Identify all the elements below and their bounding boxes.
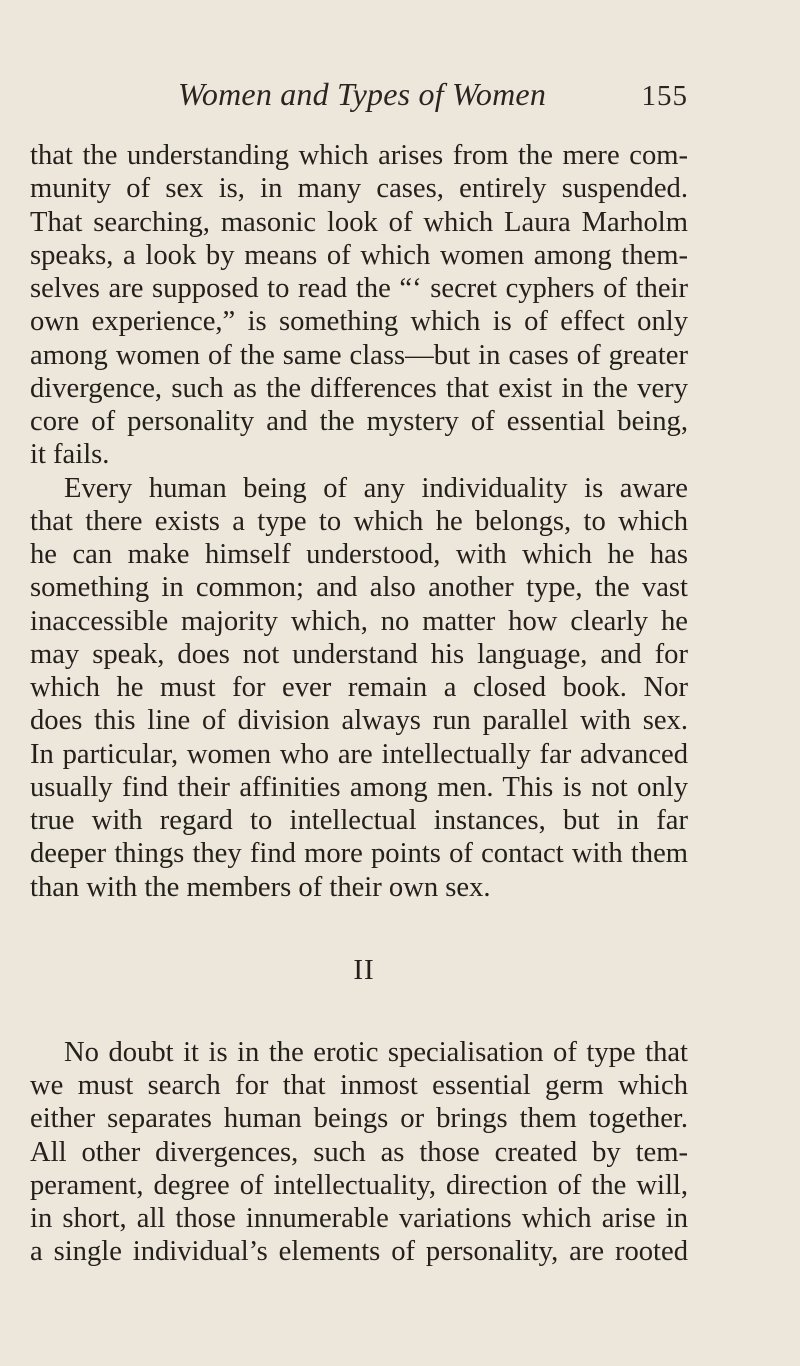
text-line: divergence, such as the differences that exist in the very [30, 372, 688, 404]
text-line: All other divergences, such as those created by tem- [30, 1136, 688, 1168]
text-line: he can make himself understood, with which he has [30, 539, 688, 570]
text-line: a single individual’s elements of personality, are rooted [30, 1236, 688, 1268]
text-line: than with the members of their own sex. [30, 871, 491, 903]
text-line: Every human being of any individuality is aware [64, 472, 688, 504]
running-title: Women and Types of Women [178, 76, 547, 112]
text-line: may speak, does not understand his language, and for [30, 638, 688, 670]
text-line: perament, degree of intellectuality, direction of the will, [30, 1169, 688, 1201]
text-line: it fails. [30, 439, 110, 471]
text-line: which he must for ever remain a closed book. Nor [30, 672, 688, 703]
text-line: that the understanding which arises from the mere com- [30, 140, 688, 171]
text-line: true with regard to intellectual instances, but in far [30, 805, 688, 836]
text-line: inaccessible majority which, no matter how clearly he [30, 605, 688, 637]
text-line: something in common; and also another type, the vast [30, 572, 688, 604]
text-line: speaks, a look by means of which women among them- [30, 239, 688, 271]
text-line: core of personality and the mystery of essential being, [30, 406, 688, 437]
text-line: own experience,” is something which is of effect only [30, 306, 688, 338]
text-line: deeper things they find more points of contact with them [30, 838, 688, 870]
text-line: usually find their affinities among men. This is not only [30, 771, 688, 803]
text-line: munity of sex is, in many cases, entirely suspended. [30, 173, 688, 205]
text-line: does this line of division always run parallel with sex. [30, 705, 688, 737]
page-number: 155 [641, 80, 688, 112]
text-line: That searching, masonic look of which Laura Marholm [30, 206, 688, 238]
text-line: in short, all those innumerable variations which arise in [30, 1203, 688, 1234]
running-head [178, 76, 688, 120]
body-text [30, 139, 688, 1269]
section-heading: II [353, 953, 375, 986]
paragraph-continuation [30, 139, 688, 472]
text-line: among women of the same class—but in cases of greater [30, 339, 688, 371]
paragraph-every-human-being [30, 472, 688, 904]
text-line: that there exists a type to which he belongs, to which [30, 505, 688, 537]
text-line: we must search for that inmost essential germ which [30, 1070, 688, 1101]
text-line: selves are supposed to read the “‘ secret cyphers of their [30, 273, 688, 304]
text-line: either separates human beings or brings them together. [30, 1103, 688, 1135]
text-line: In particular, women who are intellectually far advanced [30, 738, 688, 770]
paragraph-no-doubt [30, 1036, 688, 1269]
text-line: No doubt it is in the erotic specialisation of type that [64, 1036, 688, 1068]
